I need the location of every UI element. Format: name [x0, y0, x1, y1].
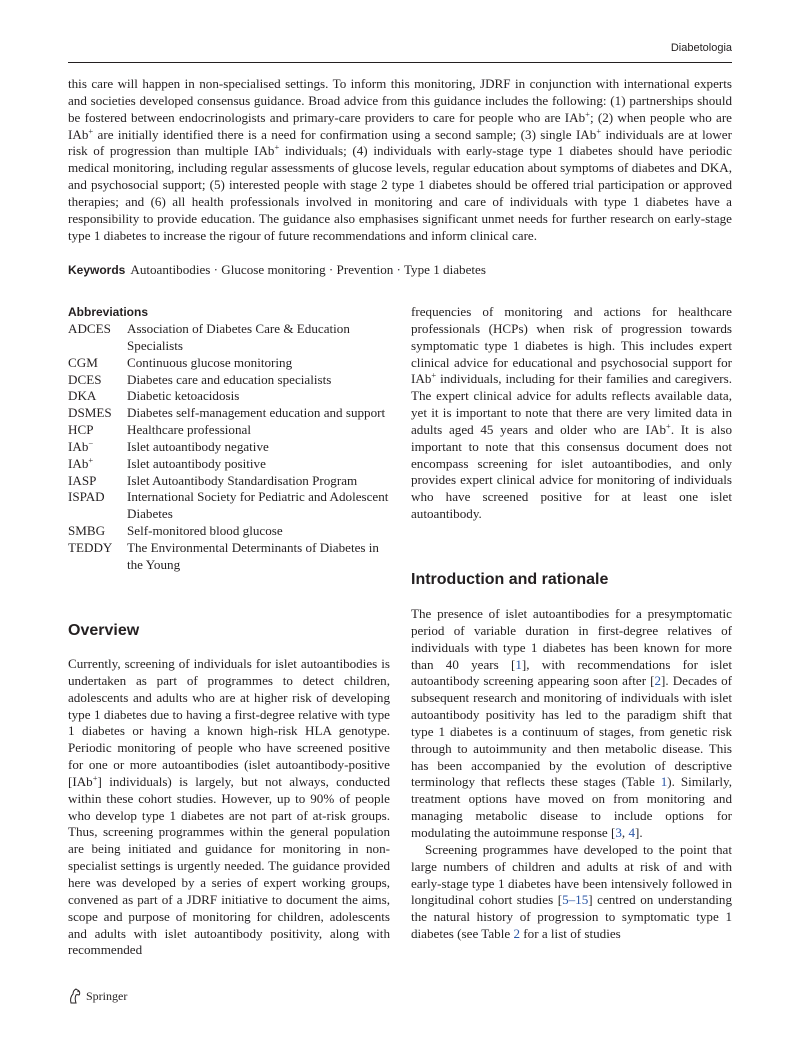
- abstract-segment: are initially identified there is a need for confirmation using a second sample; (3) single IAb: [93, 126, 597, 142]
- keywords: [68, 262, 732, 278]
- abbreviation-code-text: SMBG: [68, 523, 106, 539]
- abbreviation-definition: Self-monitored blood glucose: [127, 523, 283, 539]
- abbreviation-definition: Islet autoantibody negative: [127, 438, 269, 454]
- abbreviation-row: [68, 405, 392, 422]
- abbreviation-code: [68, 405, 127, 422]
- abstract-segment: individuals are at lower risk of progression than multiple IAb: [68, 126, 732, 159]
- superscript: +: [596, 125, 602, 136]
- abbreviation-code: [68, 489, 127, 523]
- abbreviation-definition: Diabetic ketoacidosis: [127, 388, 240, 404]
- citation-link[interactable]: 1: [515, 656, 522, 672]
- abstract-text: [68, 76, 732, 244]
- abbreviation-code: [68, 422, 127, 439]
- abbreviation-row: [68, 540, 392, 574]
- paragraph-segment: ,: [621, 824, 629, 840]
- footer: [68, 988, 127, 1004]
- abbreviation-code-text: TEDDY: [68, 539, 113, 555]
- abbreviation-code: [68, 523, 127, 540]
- keywords-label: Keywords: [68, 263, 126, 277]
- abbreviation-definition: Diabetes self-management education and support: [127, 405, 386, 421]
- abbreviation-code: [68, 372, 127, 389]
- abbreviation-definition: The Environmental Determinants of Diabetes in the Young: [127, 539, 379, 572]
- citation-link[interactable]: 2: [654, 673, 662, 689]
- superscript: +: [431, 370, 437, 381]
- table-link[interactable]: 2: [513, 926, 521, 942]
- abbreviation-definition: Association of Diabetes Care & Education Specialists: [127, 321, 350, 353]
- journal-name: Diabetologia: [670, 42, 732, 54]
- superscript: +: [274, 142, 280, 153]
- publisher-name: Springer: [86, 988, 128, 1003]
- abbreviation-code: [68, 473, 127, 490]
- abbreviation-row: [68, 355, 392, 372]
- abbreviation-code: [68, 388, 127, 405]
- abbreviation-row: [68, 372, 392, 389]
- paragraph-segment: individuals, including for their families and caregivers. The expert clinical advice for adults reflects available data, yet it is important to note that there are very limited data in adults aged 45 years and older who are IAb: [411, 371, 732, 437]
- paragraph-segment: . It is also important to note that this consensus document does not encompass screening for islet autoantibodies, and only provides expert clinical advice for monitoring of individuals who have screened positive for at least one islet autoantibody.: [411, 421, 733, 522]
- abbreviation-definition: Islet Autoantibody Standardisation Program: [127, 472, 358, 488]
- paragraph-segment: ] centred on understanding the natural history of progression to symptomatic type 1 diabetes (see Table: [411, 892, 732, 942]
- abbreviation-definition: International Society for Pediatric and Adolescent Diabetes: [127, 489, 389, 522]
- superscript: +: [585, 108, 590, 119]
- abbreviation-row: [68, 473, 392, 490]
- citation-link[interactable]: 3: [615, 824, 622, 840]
- abbreviations-title: Abbreviations: [68, 305, 149, 319]
- paragraph-segment: The presence of islet autoantibodies for a presymptomatic period of variable duration in first-degree relatives of individuals with type 1 diabetes has been known for more than 40 years [: [411, 606, 732, 672]
- abbreviation-code: [68, 321, 127, 355]
- paragraph-segment: Screening programmes have developed to the point that large numbers of children and adults at risk of and with early-stage type 1 diabetes have been intensively followed in longitudinal cohort studies [: [411, 841, 732, 908]
- abbreviation-code: [68, 540, 127, 574]
- superscript: +: [92, 772, 98, 783]
- abbreviation-code-text: DSMES: [68, 405, 112, 421]
- paragraph-segment: ]. Decades of subsequent research and monitoring of individuals with islet autoantibody positivity has led to the paradigm shift that type 1 diabetes is a continuum of stages, from genetic risk through to autoimmunity and then metabolic disease. This has been accompanied by the evolution of descriptive terminology that reflects these stages (Table: [411, 673, 732, 790]
- citation-link[interactable]: 5–15: [562, 892, 589, 908]
- abbreviations-list: [68, 321, 392, 574]
- abstract-segment: this care will happen in non-specialised settings. To inform this monitoring, JDRF in conjunction with international experts and societies developed consensus guidance. Broad advice from this guidance includes the following: (1) partnerships should be fostered between endocrinologists and primary-care providers to care for people who are IAb: [68, 76, 732, 125]
- abbreviation-code-text: IAb: [68, 455, 89, 471]
- abbreviation-row: [68, 489, 392, 523]
- abbreviation-code-text: IASP: [68, 472, 97, 488]
- abstract-segment: ; (2) when people who are IAb: [68, 109, 732, 142]
- table-link[interactable]: 1: [660, 774, 668, 790]
- abbreviation-row: [68, 523, 392, 540]
- abstract-segment: individuals; (4) individuals with early-stage type 1 diabetes should have periodic medical monitoring, including regular assessments of glucose levels, regular education about symptoms of diabetes and DKA, and psychosocial support; (5) interested people with stage 2 type 1 diabetes should be offered trial participation or approved therapies; and (6) all health professionals involved in monitoring and care of individuals with type 1 diabetes have a responsibility to provide education. The guidance also emphasises significant unmet needs for further research on early-stage type 1 diabetes to increase the rigour of future recommendations and inform clinical care.: [68, 143, 732, 243]
- introduction-heading: Introduction and rationale: [411, 571, 609, 588]
- paragraph-segment: ). Similarly, treatment options have moved on from monitoring and managing metabolic disease to include options for modulating the autoimmune response [: [411, 774, 732, 840]
- abbreviation-code-text: DCES: [68, 371, 102, 387]
- superscript: +: [88, 125, 94, 136]
- abbreviation-code: [68, 439, 127, 456]
- right-column-paragraph-1: [411, 304, 732, 523]
- paragraph-segment: ], with recommendations for islet autoantibody screening appearing soon after [: [411, 656, 732, 689]
- abbreviation-definition: Continuous glucose monitoring: [127, 354, 293, 370]
- keywords-text: Autoantibodies · Glucose monitoring · Prevention · Type 1 diabetes: [130, 262, 486, 277]
- paragraph-segment: for a list of studies: [520, 926, 621, 942]
- citation-link[interactable]: 4: [628, 824, 636, 840]
- overview-segment: ] individuals) is largely, but not always, conducted within these cohort studies. However, up to 90% of people who develop type 1 diabetes are not part of at-risk groups. Thus, screening programmes within the general population are being initiated and guidance for monitoring in non-specialist settings is urgently needed. The guidance provided here was developed by a series of expert working groups, convened as part of a JDRF initiative to document the aims, scope and purpose of monitoring for children, adolescents and adults with islet autoantibody positivity, along with recommended: [68, 773, 390, 958]
- overview-paragraph: [68, 656, 390, 959]
- abbreviation-code-text: CGM: [68, 354, 98, 370]
- abbreviation-row: [68, 456, 392, 473]
- abbreviation-row: [68, 422, 392, 439]
- abbreviation-code: [68, 456, 127, 473]
- paragraph-segment: ].: [635, 824, 643, 840]
- abbreviation-code-text: IAb: [68, 438, 89, 454]
- superscript: +: [88, 454, 94, 465]
- abbreviation-row: [68, 439, 392, 456]
- introduction-body: [411, 606, 732, 943]
- abbreviation-code: [68, 355, 127, 372]
- header-rule: [68, 62, 732, 63]
- abbreviation-code-text: DKA: [68, 388, 97, 404]
- abbreviation-definition: Islet autoantibody positive: [127, 455, 266, 471]
- abbreviation-definition: Diabetes care and education specialists: [127, 371, 332, 387]
- overview-segment: Currently, screening of individuals for islet autoantibodies is undertaken as part of programmes to detect children, adolescents and adults who are at higher risk of developing type 1 diabetes due to having a first-degree relative with type 1 diabetes or having a known high-risk HLA genotype. Periodic monitoring of people who have screened positive for one or more autoantibodies (islet autoantibody-positive [IAb: [68, 656, 390, 789]
- abbreviation-definition: Healthcare professional: [127, 422, 251, 438]
- overview-heading: Overview: [68, 622, 140, 639]
- abbreviation-code-text: ADCES: [68, 321, 111, 336]
- superscript: +: [666, 420, 671, 431]
- abbreviation-code-text: HCP: [68, 422, 94, 438]
- abbreviation-row: [68, 388, 392, 405]
- abbreviation-code-text: ISPAD: [68, 489, 105, 505]
- superscript: −: [88, 437, 94, 448]
- paragraph-segment: frequencies of monitoring and actions for healthcare professionals (HCPs) when risk of progression towards symptomatic type 1 diabetes is high. This includes expert clinical advice for educational and psychosocial support for IAb: [411, 304, 732, 387]
- abbreviation-row: [68, 321, 392, 355]
- springer-horse-icon: [68, 988, 82, 1004]
